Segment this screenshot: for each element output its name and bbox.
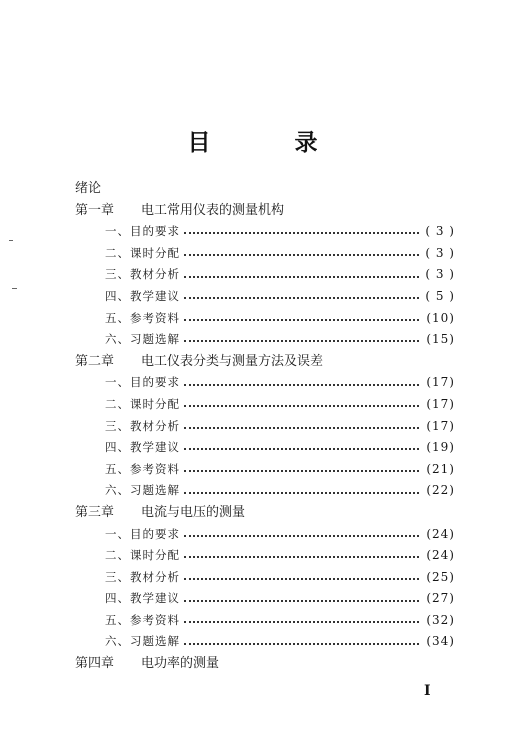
dot-leader xyxy=(184,469,419,472)
scan-mark xyxy=(9,240,13,241)
chapter-heading[interactable] xyxy=(75,653,455,675)
entry-label: 五、参考资料 xyxy=(105,310,180,325)
dot-leader xyxy=(184,296,419,299)
chapter-label: 第一章 xyxy=(75,202,115,218)
chapter-heading[interactable] xyxy=(75,200,455,222)
toc-entry[interactable] xyxy=(75,545,455,567)
entry-label: 六、习题选解 xyxy=(105,483,180,498)
intro-label: 绪论 xyxy=(75,181,102,196)
dot-leader xyxy=(184,404,419,407)
page-title: 目 录 xyxy=(187,130,356,156)
toc-entry[interactable] xyxy=(75,588,455,610)
toc-entry[interactable] xyxy=(75,567,455,589)
entry-label: 五、参考资料 xyxy=(105,461,180,476)
page-number: (32) xyxy=(426,612,455,627)
page-folio: I xyxy=(424,683,431,699)
dot-leader xyxy=(184,253,419,256)
page-number: (15) xyxy=(426,332,455,347)
toc-intro[interactable] xyxy=(75,178,455,200)
toc-entry[interactable] xyxy=(75,286,455,308)
entry-label: 六、习题选解 xyxy=(105,332,180,347)
chapter-title: 电工常用仪表的测量机构 xyxy=(141,202,285,218)
toc-entry[interactable] xyxy=(75,610,455,632)
entry-label: 四、教学建议 xyxy=(105,288,180,303)
page-number: (22) xyxy=(426,483,455,498)
page-number: (19) xyxy=(426,440,455,455)
chapter-heading[interactable] xyxy=(75,351,455,373)
page-number: (10) xyxy=(426,310,455,325)
dot-leader xyxy=(184,491,419,494)
chapter-title: 电流与电压的测量 xyxy=(141,504,246,520)
page-number: (17) xyxy=(426,375,455,390)
entry-label: 二、课时分配 xyxy=(105,396,180,411)
dot-leader xyxy=(184,447,419,450)
page-number: (24) xyxy=(426,526,455,541)
page-number: ( 3 ) xyxy=(425,267,455,282)
page-number: ( 5 ) xyxy=(425,288,455,303)
page-number: (21) xyxy=(426,461,455,476)
page-number: ( 3 ) xyxy=(425,224,455,239)
chapter-label: 第三章 xyxy=(75,504,115,520)
toc-entry[interactable] xyxy=(75,437,455,459)
toc-entry[interactable] xyxy=(75,631,455,653)
dot-leader xyxy=(184,275,419,278)
dot-leader xyxy=(184,231,419,234)
toc-entry[interactable] xyxy=(75,416,455,438)
toc-entry[interactable] xyxy=(75,221,455,243)
table-of-contents xyxy=(75,178,455,675)
dot-leader xyxy=(184,620,419,623)
page-number: ( 3 ) xyxy=(425,245,455,260)
dot-leader xyxy=(184,339,419,342)
toc-entry[interactable] xyxy=(75,308,455,330)
entry-label: 三、教材分析 xyxy=(105,267,180,282)
entry-label: 一、目的要求 xyxy=(105,224,180,239)
page-number: (27) xyxy=(426,591,455,606)
entry-label: 四、教学建议 xyxy=(105,440,180,455)
toc-entry[interactable] xyxy=(75,372,455,394)
page-number: (17) xyxy=(426,396,455,411)
toc-entry[interactable] xyxy=(75,243,455,265)
page-number: (34) xyxy=(426,634,455,649)
entry-label: 五、参考资料 xyxy=(105,612,180,627)
entry-label: 三、教材分析 xyxy=(105,569,180,584)
entry-label: 三、教材分析 xyxy=(105,418,180,433)
dot-leader xyxy=(184,426,419,429)
dot-leader xyxy=(184,555,419,558)
toc-entry[interactable] xyxy=(75,264,455,286)
toc-entry[interactable] xyxy=(75,480,455,502)
dot-leader xyxy=(184,383,419,386)
dot-leader xyxy=(184,534,419,537)
page-number: (24) xyxy=(426,548,455,563)
entry-label: 一、目的要求 xyxy=(105,526,180,541)
entry-label: 一、目的要求 xyxy=(105,375,180,390)
entry-label: 四、教学建议 xyxy=(105,591,180,606)
chapter-title: 电功率的测量 xyxy=(141,656,220,672)
scan-mark xyxy=(12,288,17,289)
dot-leader xyxy=(184,642,419,645)
chapter-label: 第二章 xyxy=(75,353,115,369)
dot-leader xyxy=(184,599,419,602)
entry-label: 二、课时分配 xyxy=(105,548,180,563)
dot-leader xyxy=(184,318,419,321)
dot-leader xyxy=(184,577,419,580)
entry-label: 六、习题选解 xyxy=(105,634,180,649)
page-number: (17) xyxy=(426,418,455,433)
toc-entry[interactable] xyxy=(75,394,455,416)
chapter-heading[interactable] xyxy=(75,502,455,524)
chapter-title: 电工仪表分类与测量方法及误差 xyxy=(141,353,324,369)
toc-entry[interactable] xyxy=(75,329,455,351)
toc-entry[interactable] xyxy=(75,459,455,481)
page-number: (25) xyxy=(426,569,455,584)
entry-label: 二、课时分配 xyxy=(105,245,180,260)
chapter-label: 第四章 xyxy=(75,656,115,672)
toc-entry[interactable] xyxy=(75,524,455,546)
